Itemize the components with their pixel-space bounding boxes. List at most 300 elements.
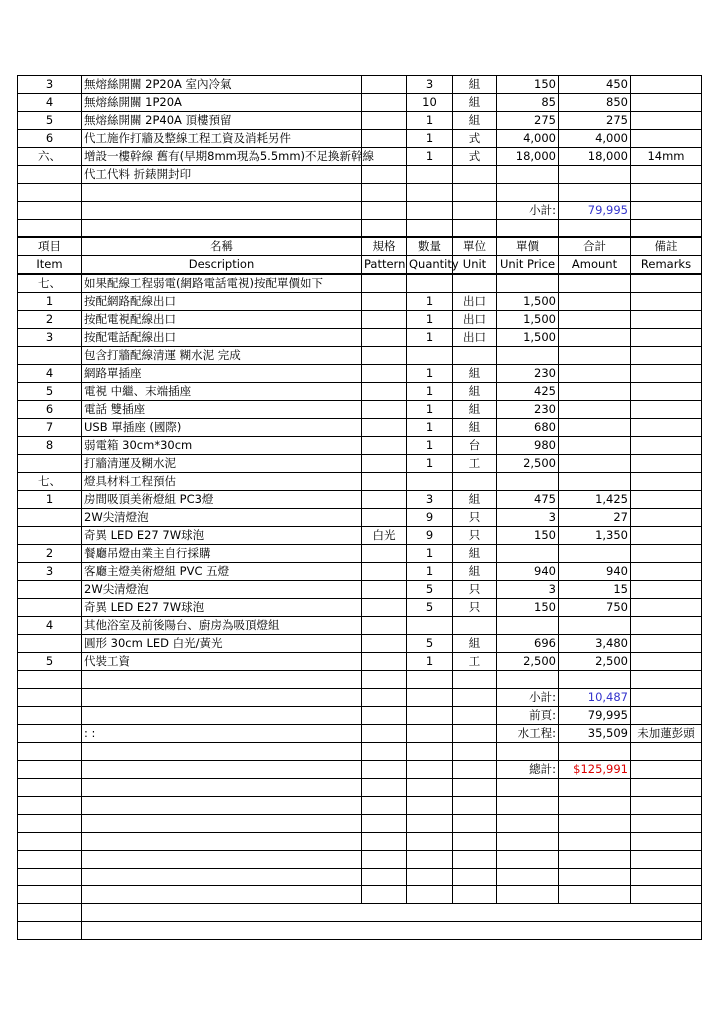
cell-item: 七、	[18, 473, 82, 491]
cell-qty	[407, 184, 453, 202]
table-row	[18, 635, 702, 653]
cell-unit: 組	[453, 383, 497, 401]
cell-item	[18, 455, 82, 473]
cell-desc: 圓形 30cm LED 白光/黃光	[82, 635, 362, 653]
table-row	[18, 94, 702, 112]
table-footer	[18, 904, 702, 940]
cell-qty	[407, 796, 453, 814]
cell-amount: 850	[559, 94, 631, 112]
cell-amount: $125,991	[559, 761, 631, 779]
table-row	[18, 293, 702, 311]
cell-desc: 代裝工資	[82, 653, 362, 671]
cell-amount	[559, 832, 631, 850]
cell-unit: 組	[453, 94, 497, 112]
cell-qty: 5	[407, 581, 453, 599]
cell-price	[497, 473, 559, 491]
cell-price: 小計:	[497, 689, 559, 707]
cell-qty: 1	[407, 148, 453, 166]
cell-pattern	[362, 814, 407, 832]
cell-unit: 組	[453, 563, 497, 581]
cell-price	[497, 166, 559, 184]
table-row	[18, 455, 702, 473]
table-row	[18, 868, 702, 886]
cell-amount: 940	[559, 563, 631, 581]
header-remarks-en: Remarks	[631, 256, 702, 275]
cell-remarks	[631, 491, 702, 509]
cell-qty	[407, 617, 453, 635]
cell-item: 3	[18, 329, 82, 347]
header-price-en: Unit Price	[497, 256, 559, 275]
cell-item	[18, 725, 82, 743]
cell-amount: 750	[559, 599, 631, 617]
cell-remarks	[631, 130, 702, 148]
cell-item: 7	[18, 419, 82, 437]
header-desc: 名稱	[82, 237, 362, 256]
cell-price: 475	[497, 491, 559, 509]
cell-pattern	[362, 293, 407, 311]
cell-qty	[407, 166, 453, 184]
cell-desc: USB 單插座 (國際)	[82, 419, 362, 437]
cell-price: 2,500	[497, 455, 559, 473]
cell-pattern	[362, 401, 407, 419]
cell-item	[18, 184, 82, 202]
table-row	[18, 850, 702, 868]
cell-unit	[453, 617, 497, 635]
cell-remarks	[631, 581, 702, 599]
cell-desc	[82, 689, 362, 707]
cell-pattern	[362, 886, 407, 904]
cell-desc: 按配電話配線出口	[82, 329, 362, 347]
cell-remarks: 14mm	[631, 148, 702, 166]
table-row	[18, 437, 702, 455]
cell-item	[18, 814, 82, 832]
cell-qty	[407, 850, 453, 868]
cell-qty: 3	[407, 491, 453, 509]
cell-unit	[453, 707, 497, 725]
cell-unit: 組	[453, 545, 497, 563]
table-row	[18, 563, 702, 581]
cell-unit: 組	[453, 365, 497, 383]
table-row	[18, 201, 702, 219]
cell-desc: 電視 中繼、末端插座	[82, 383, 362, 401]
cell-amount: 79,995	[559, 707, 631, 725]
cell-amount	[559, 455, 631, 473]
cell-remarks	[631, 671, 702, 689]
cell-remarks	[631, 112, 702, 130]
cell-unit	[453, 814, 497, 832]
cell-item	[18, 707, 82, 725]
cell-remarks	[631, 599, 702, 617]
cell-desc	[82, 761, 362, 779]
cell-price	[497, 796, 559, 814]
table-row	[18, 653, 702, 671]
cell-unit	[453, 779, 497, 797]
cell-item: 4	[18, 365, 82, 383]
cell-qty: 1	[407, 329, 453, 347]
cell-qty	[407, 671, 453, 689]
cell-price: 1,500	[497, 311, 559, 329]
cell-item	[18, 635, 82, 653]
cell-amount: 35,509	[559, 725, 631, 743]
cell-item: 六、	[18, 148, 82, 166]
cell-desc: 奇異 LED E27 7W球泡	[82, 599, 362, 617]
cell-remarks	[631, 653, 702, 671]
cell-amount	[559, 545, 631, 563]
cell-desc: 其他浴室及前後陽台、廚房為吸頂燈組	[82, 617, 362, 635]
cell-item: 3	[18, 563, 82, 581]
cell-unit	[453, 473, 497, 491]
cell-desc	[82, 814, 362, 832]
table-row	[18, 886, 702, 904]
table-row	[18, 76, 702, 94]
table-row	[18, 473, 702, 491]
cell-price: 4,000	[497, 130, 559, 148]
cell-pattern	[362, 329, 407, 347]
cell-amount: 4,000	[559, 130, 631, 148]
cell-qty: 3	[407, 76, 453, 94]
cell-unit: 組	[453, 112, 497, 130]
cell-unit: 出口	[453, 293, 497, 311]
header-row-en	[18, 256, 702, 275]
cell-qty	[407, 347, 453, 365]
table-body-bottom	[18, 274, 702, 904]
cell-item: 3	[18, 76, 82, 94]
table-row	[18, 219, 702, 237]
cell-amount: 15	[559, 581, 631, 599]
cell-desc: 弱電箱 30cm*30cm	[82, 437, 362, 455]
cell-pattern	[362, 491, 407, 509]
cell-remarks	[631, 563, 702, 581]
cell-price	[497, 347, 559, 365]
cell-unit	[453, 868, 497, 886]
cell-pattern	[362, 166, 407, 184]
quote-table	[17, 75, 702, 940]
cell-remarks	[631, 274, 702, 293]
cell-pattern	[362, 653, 407, 671]
cell-desc: 按配網路配線出口	[82, 293, 362, 311]
cell-remarks	[631, 689, 702, 707]
cell-amount	[559, 617, 631, 635]
cell-amount	[559, 274, 631, 293]
cell-pattern	[362, 581, 407, 599]
cell-amount	[559, 401, 631, 419]
cell-remarks	[631, 617, 702, 635]
table-row	[18, 130, 702, 148]
cell-price: 18,000	[497, 148, 559, 166]
cell-remarks	[631, 347, 702, 365]
cell-item	[18, 527, 82, 545]
cell-remarks	[631, 201, 702, 219]
cell-desc	[82, 832, 362, 850]
cell-price	[497, 886, 559, 904]
cell-pattern	[362, 437, 407, 455]
cell-pattern	[362, 563, 407, 581]
cell-price: 150	[497, 527, 559, 545]
cell-item: 1	[18, 491, 82, 509]
cell-item	[18, 886, 82, 904]
cell-pattern: 白光	[362, 527, 407, 545]
cell-amount: 450	[559, 76, 631, 94]
cell-pattern	[362, 473, 407, 491]
cell-item: 6	[18, 130, 82, 148]
cell-desc: 無熔絲開關 2P20A 室內冷氣	[82, 76, 362, 94]
cell-unit	[453, 219, 497, 237]
cell-pattern	[362, 419, 407, 437]
cell-desc: 客廳主燈美術燈組 PVC 五燈	[82, 563, 362, 581]
cell-remarks	[631, 509, 702, 527]
cell-amount	[559, 473, 631, 491]
cell-pattern	[362, 689, 407, 707]
table-row	[18, 599, 702, 617]
cell-amount: 275	[559, 112, 631, 130]
cell-unit: 只	[453, 581, 497, 599]
cell-item	[18, 743, 82, 761]
cell-unit	[453, 725, 497, 743]
table-row	[18, 814, 702, 832]
cell-qty: 1	[407, 653, 453, 671]
cell-item: 4	[18, 617, 82, 635]
cell-price: 小計:	[497, 201, 559, 219]
cell-unit: 只	[453, 527, 497, 545]
cell-qty	[407, 779, 453, 797]
cell-price	[497, 743, 559, 761]
cell-remarks	[631, 94, 702, 112]
cell-qty: 1	[407, 130, 453, 148]
table-row	[18, 796, 702, 814]
cell-amount: 1,425	[559, 491, 631, 509]
cell-amount	[559, 850, 631, 868]
cell-remarks	[631, 329, 702, 347]
cell-qty	[407, 219, 453, 237]
cell-item: 8	[18, 437, 82, 455]
cell-desc: 房間吸頂美術燈組 PC3燈	[82, 491, 362, 509]
cell-price: 3	[497, 509, 559, 527]
cell-pattern	[362, 761, 407, 779]
cell-amount	[559, 671, 631, 689]
header-amount: 合計	[559, 237, 631, 256]
cell-qty	[407, 832, 453, 850]
cell-amount	[559, 779, 631, 797]
header-unit: 單位	[453, 237, 497, 256]
cell-unit: 組	[453, 419, 497, 437]
cell-amount	[559, 166, 631, 184]
cell-amount: 79,995	[559, 201, 631, 219]
cell-unit	[453, 832, 497, 850]
cell-qty: 1	[407, 311, 453, 329]
cell-unit: 工	[453, 653, 497, 671]
cell-amount: 3,480	[559, 635, 631, 653]
cell-remarks	[631, 166, 702, 184]
cell-desc: 打牆清運及糊水泥	[82, 455, 362, 473]
cell-item	[18, 671, 82, 689]
cell-qty: 1	[407, 455, 453, 473]
cell-merged	[82, 904, 702, 922]
cell-price: 940	[497, 563, 559, 581]
cell-item: 2	[18, 311, 82, 329]
cell-desc: 餐廳吊燈由業主自行採購	[82, 545, 362, 563]
cell-unit	[453, 689, 497, 707]
table-row	[18, 904, 702, 922]
cell-remarks: 未加蓮彭頭	[631, 725, 702, 743]
cell-remarks	[631, 635, 702, 653]
cell-price	[497, 832, 559, 850]
cell-unit: 式	[453, 148, 497, 166]
cell-price	[497, 545, 559, 563]
cell-price	[497, 274, 559, 293]
cell-desc	[82, 184, 362, 202]
cell-item	[18, 868, 82, 886]
table-row	[18, 491, 702, 509]
header-item-en: Item	[18, 256, 82, 275]
cell-unit: 組	[453, 491, 497, 509]
table-row	[18, 689, 702, 707]
cell-item	[18, 904, 82, 922]
cell-qty: 1	[407, 112, 453, 130]
cell-price	[497, 219, 559, 237]
cell-qty	[407, 707, 453, 725]
cell-item: 5	[18, 653, 82, 671]
table-row	[18, 148, 702, 166]
cell-desc: 按配電視配線出口	[82, 311, 362, 329]
cell-remarks	[631, 437, 702, 455]
cell-desc: 包含打牆配線清運 糊水泥 完成	[82, 347, 362, 365]
cell-amount	[559, 219, 631, 237]
cell-pattern	[362, 383, 407, 401]
cell-desc	[82, 796, 362, 814]
cell-pattern	[362, 365, 407, 383]
cell-price: 1,500	[497, 293, 559, 311]
cell-item	[18, 347, 82, 365]
table-header	[18, 237, 702, 274]
cell-desc: 增設一樓幹線 舊有(早期8mm現為5.5mm)不足換新幹線	[82, 148, 362, 166]
cell-price: 696	[497, 635, 559, 653]
cell-desc	[82, 850, 362, 868]
cell-item	[18, 201, 82, 219]
cell-pattern	[362, 311, 407, 329]
cell-qty: 9	[407, 527, 453, 545]
cell-amount	[559, 868, 631, 886]
cell-qty	[407, 761, 453, 779]
cell-desc: 網路單插座	[82, 365, 362, 383]
cell-item	[18, 922, 82, 940]
cell-unit	[453, 671, 497, 689]
cell-item	[18, 689, 82, 707]
cell-pattern	[362, 509, 407, 527]
cell-remarks	[631, 761, 702, 779]
cell-price: 230	[497, 401, 559, 419]
cell-item	[18, 581, 82, 599]
cell-desc: 如果配線工程弱電(網路電話電視)按配單價如下	[82, 274, 362, 293]
cell-pattern	[362, 617, 407, 635]
cell-remarks	[631, 401, 702, 419]
spreadsheet	[17, 75, 702, 940]
cell-qty: 1	[407, 419, 453, 437]
cell-remarks	[631, 814, 702, 832]
cell-amount	[559, 886, 631, 904]
cell-unit: 組	[453, 401, 497, 419]
cell-pattern	[362, 112, 407, 130]
cell-item	[18, 779, 82, 797]
cell-remarks	[631, 365, 702, 383]
header-row-zh	[18, 237, 702, 256]
cell-qty	[407, 868, 453, 886]
cell-merged	[82, 922, 702, 940]
cell-remarks	[631, 311, 702, 329]
table-row	[18, 347, 702, 365]
cell-qty: 1	[407, 563, 453, 581]
cell-unit: 只	[453, 509, 497, 527]
table-row	[18, 779, 702, 797]
cell-price	[497, 868, 559, 886]
cell-price	[497, 671, 559, 689]
cell-price	[497, 184, 559, 202]
table-row	[18, 832, 702, 850]
cell-amount: 18,000	[559, 148, 631, 166]
cell-unit	[453, 743, 497, 761]
cell-unit: 台	[453, 437, 497, 455]
cell-pattern	[362, 707, 407, 725]
table-row	[18, 419, 702, 437]
cell-price	[497, 617, 559, 635]
header-unit-en: Unit	[453, 256, 497, 275]
table-row	[18, 743, 702, 761]
cell-amount: 27	[559, 509, 631, 527]
cell-desc	[82, 886, 362, 904]
cell-amount	[559, 437, 631, 455]
cell-price: 前頁:	[497, 707, 559, 725]
cell-amount	[559, 365, 631, 383]
cell-qty: 5	[407, 599, 453, 617]
cell-price: 275	[497, 112, 559, 130]
cell-remarks	[631, 779, 702, 797]
cell-price: 3	[497, 581, 559, 599]
cell-qty	[407, 689, 453, 707]
cell-item	[18, 599, 82, 617]
header-remarks: 備註	[631, 237, 702, 256]
cell-desc: 代工施作打牆及整線工程工資及消耗另件	[82, 130, 362, 148]
cell-amount: 1,350	[559, 527, 631, 545]
cell-unit: 出口	[453, 311, 497, 329]
cell-price: 2,500	[497, 653, 559, 671]
cell-desc: 代工代料 折錶開封印	[82, 166, 362, 184]
cell-unit: 工	[453, 455, 497, 473]
cell-pattern	[362, 599, 407, 617]
table-row	[18, 509, 702, 527]
cell-remarks	[631, 868, 702, 886]
cell-item: 5	[18, 383, 82, 401]
cell-pattern	[362, 671, 407, 689]
cell-remarks	[631, 743, 702, 761]
cell-pattern	[362, 94, 407, 112]
cell-price: 150	[497, 76, 559, 94]
cell-desc: 無熔絲開關 1P20A	[82, 94, 362, 112]
header-pattern-en: Pattern	[362, 256, 407, 275]
cell-item	[18, 850, 82, 868]
cell-desc: 2W尖清燈泡	[82, 581, 362, 599]
cell-item: 6	[18, 401, 82, 419]
cell-pattern	[362, 201, 407, 219]
cell-unit: 出口	[453, 329, 497, 347]
cell-remarks	[631, 886, 702, 904]
cell-unit	[453, 347, 497, 365]
cell-qty	[407, 814, 453, 832]
cell-unit	[453, 796, 497, 814]
header-desc-en: Description	[82, 256, 362, 275]
cell-qty: 10	[407, 94, 453, 112]
cell-remarks	[631, 796, 702, 814]
table-row	[18, 707, 702, 725]
table-body-top	[18, 76, 702, 238]
